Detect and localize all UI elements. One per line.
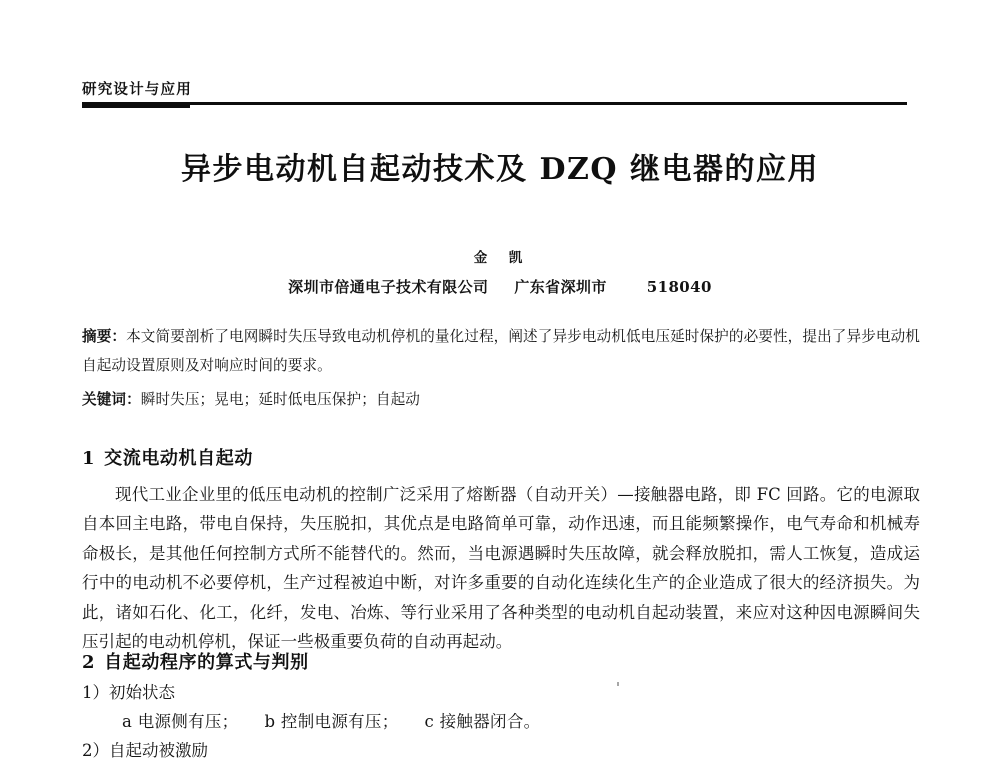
- section-number-2: 2: [82, 652, 96, 673]
- condition-c-text: 接触器闭合。: [439, 712, 541, 731]
- section-heading-1: [82, 444, 253, 470]
- affiliation-city: 广东省深圳市: [514, 278, 607, 296]
- keywords-label: 关键词：: [82, 391, 141, 408]
- list-text-2: 自起动被激励: [109, 741, 208, 760]
- paragraph-text: 现代工业企业里的低压电动机的控制广泛采用了熔断器（自动开关）—接触器电路，即 FC 回路。它的电源取自本回主电路，带电自保持，失压脱扣，其优点是电路简单可靠，动作迅速，而且能频繁操作，电气寿命和机械寿命极长，是其他任何控制方式所不能替代的。然而，当电源遇瞬时失压故障，就会释放脱扣，需人工恢复，造成运行中的电动机不必要停机，生产过程被迫中断，对许多重要的自动化连续化生产的企业造成了很大的经济损失。为此，诸如石化、化工，化纤，发电、冶炼、等行业采用了各种类型的电动机自起动装置，来应对这种因电源瞬间失压引起的电动机停机，保证一些极重要负荷的自动再起动。: [82, 485, 920, 652]
- running-head-rule-accent: [82, 103, 190, 108]
- section-title-1: 交流电动机自起动: [104, 448, 253, 469]
- affiliation-postcode: 518040: [646, 278, 712, 296]
- page-title: 异步电动机自起动技术及 DZQ 继电器的应用: [181, 152, 819, 187]
- running-head: [82, 82, 908, 105]
- author-affiliation: [0, 276, 1000, 297]
- condition-a-tag: a: [122, 712, 133, 731]
- author-name: 金 凯: [473, 250, 527, 266]
- condition-list: [122, 707, 540, 736]
- abstract-text: 本文简要剖析了电网瞬时失压导致电动机停机的量化过程，阐述了异步电动机低电压延时保护的必要性，提出了异步电动机自起动设置原则及对响应时间的要求。: [82, 328, 920, 374]
- keywords-text: 瞬时失压；晃电；延时低电压保护；自起动: [140, 391, 420, 408]
- condition-b-tag: b: [264, 712, 276, 731]
- affiliation-organization: 深圳市倍通电子技术有限公司: [288, 278, 489, 296]
- condition-b-text: 控制电源有压；: [280, 712, 399, 731]
- list-marker-2: 2）: [82, 741, 109, 760]
- condition-b: [265, 712, 399, 731]
- abstract-label: 摘要：: [82, 328, 127, 345]
- section-number-1: 1: [82, 448, 96, 469]
- section-title-2: 自起动程序的算式与判别: [104, 652, 309, 673]
- condition-a: [122, 712, 239, 731]
- section-paragraph-1: [82, 480, 920, 656]
- scan-artifact-speck: [617, 682, 619, 686]
- section-heading-2: [82, 648, 309, 674]
- condition-a-text: 电源侧有压；: [137, 712, 239, 731]
- running-head-text: 研究设计与应用: [82, 81, 192, 98]
- running-head-rule: [82, 102, 907, 105]
- list-text-1: 初始状态: [109, 683, 175, 702]
- list-item-2: [82, 736, 208, 765]
- keywords-block: [82, 385, 920, 414]
- condition-c-tag: c: [424, 712, 435, 731]
- abstract-block: [82, 322, 920, 380]
- condition-c: [425, 712, 541, 731]
- list-marker-1: 1）: [82, 683, 109, 702]
- list-item-1: [82, 678, 175, 707]
